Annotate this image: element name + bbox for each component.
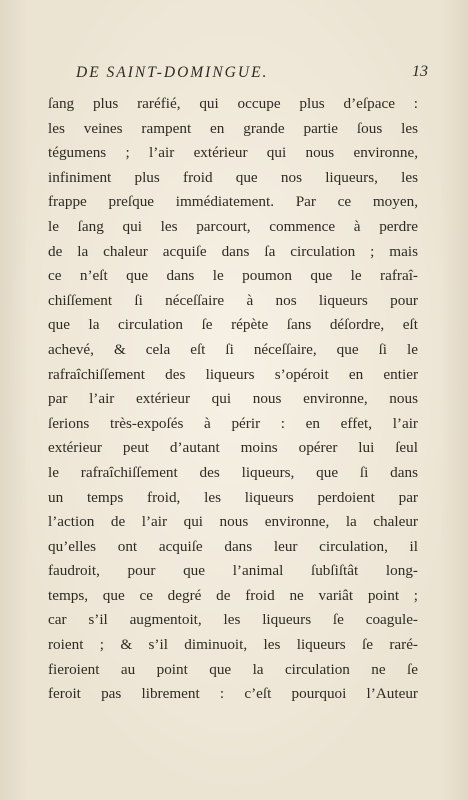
text-line: achevé, & cela eſt ſi néceſſaire, que ſi le bbox=[48, 340, 418, 358]
running-head bbox=[60, 64, 428, 86]
text-line: les veines rampent en grande partie ſous les bbox=[48, 119, 418, 137]
text-line: ce n’eſt que dans le poumon que le rafraî- bbox=[48, 267, 418, 285]
running-head-title: DE SAINT-DOMINGUE. bbox=[76, 64, 269, 81]
text-line: infiniment plus froid que nos liqueurs, les bbox=[48, 168, 418, 186]
text-line: par l’air extérieur qui nous environne, nous bbox=[48, 390, 418, 408]
text-line: car s’il augmentoit, les liqueurs ſe coagule- bbox=[48, 611, 418, 629]
text-line: roient ; & s’il diminuoit, les liqueurs ſe raré- bbox=[48, 636, 418, 654]
text-line: frappe preſque immédiatement. Par ce moyen, bbox=[48, 193, 418, 211]
text-line: le rafraîchiſſement des liqueurs, que ſi dans bbox=[48, 463, 418, 481]
text-line: le ſang qui les parcourt, commence à perdre bbox=[48, 217, 418, 235]
text-line: fieroient au point que la circulation ne ſe bbox=[48, 660, 418, 678]
page-number: 13 bbox=[412, 63, 428, 80]
text-line: chiſſement ſi néceſſaire à nos liqueurs pour bbox=[48, 291, 418, 309]
text-line: l’action de l’air qui nous environne, la chaleur bbox=[48, 513, 418, 531]
text-line: un temps froid, les liqueurs perdoient par bbox=[48, 488, 418, 506]
text-line: temps, que ce degré de froid ne variât point ; bbox=[48, 586, 418, 604]
text-line: rafraîchiſſement des liqueurs s’opéroit en entier bbox=[48, 365, 418, 383]
text-line: faudroit, pour que l’animal ſubſiſtât long- bbox=[48, 562, 418, 580]
text-line: extérieur peut d’autant moins opérer lui ſeul bbox=[48, 439, 418, 457]
text-line: que la circulation ſe répète ſans déſordre, eſt bbox=[48, 316, 418, 334]
text-line: ſang plus raréfié, qui occupe plus d’eſpace : bbox=[48, 95, 418, 112]
text-line: feroit pas librement : c’eſt pourquoi l’Auteur bbox=[48, 685, 418, 703]
text-line: qu’elles ont acquiſe dans leur circulation, il bbox=[48, 537, 418, 555]
text-line: ſerions très-expoſés à périr : en effet, l’air bbox=[48, 414, 418, 432]
text-line: de la chaleur acquiſe dans ſa circulation ; mais bbox=[48, 242, 418, 260]
body-text bbox=[48, 92, 418, 707]
text-line: tégumens ; l’air extérieur qui nous environne, bbox=[48, 144, 418, 162]
